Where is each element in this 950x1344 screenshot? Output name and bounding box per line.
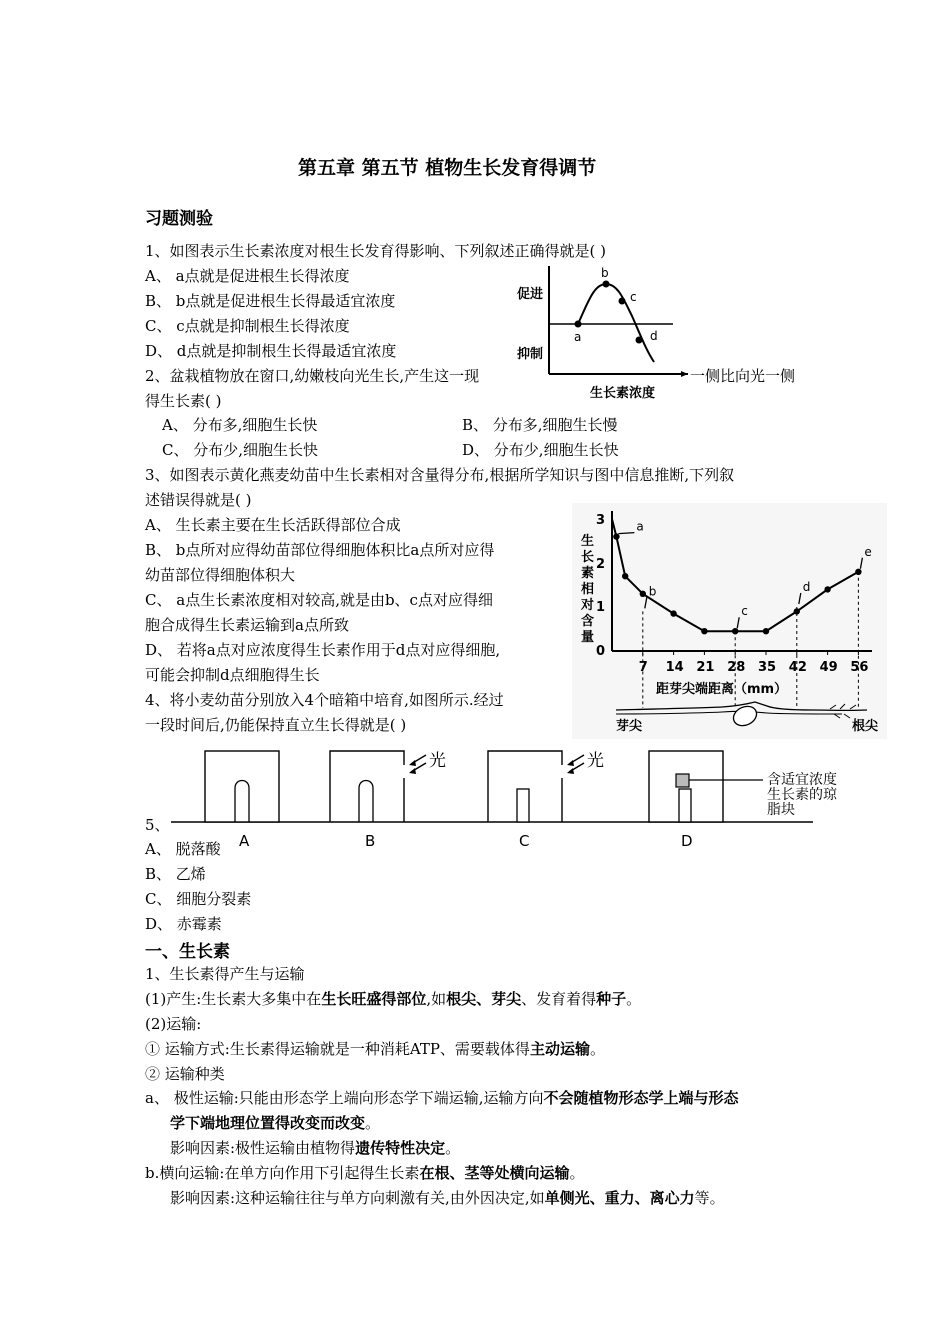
- q1-inhibit-label: 抑制: [517, 347, 544, 362]
- q1-figure: [516, 262, 688, 402]
- q3-xtick-label: 42: [788, 660, 807, 675]
- q4-agar-block: [676, 774, 689, 787]
- notes-line-5: ② 运输种类: [145, 1065, 225, 1083]
- notes-line-6: a、 极性运输:只能由形态学上端向形态学下端运输,运输方向不会随植物形态学上端与形态: [145, 1089, 739, 1107]
- notes-line-8: 影响因素:极性运输由植物得遗传特性决定。: [170, 1139, 461, 1157]
- q4-agar-label-line1: 含适宜浓度: [767, 772, 837, 788]
- q3-ylabel-char: 素: [581, 566, 595, 581]
- q1-option-d: D、 d点就是抑制根生长得最适宜浓度: [145, 342, 397, 360]
- q5-option-a: A、 脱落酸: [145, 840, 221, 858]
- q4-figure: [163, 744, 843, 854]
- notes-line-4: ① 运输方式:生长素得运输就是一种消耗ATP、需要载体得主动运输。: [145, 1040, 605, 1058]
- q1-label-c: c: [630, 290, 637, 304]
- q1-x-arrow: [681, 371, 688, 377]
- q3-data-point: [763, 628, 769, 634]
- section-heading: 习题测验: [145, 209, 213, 229]
- q3-data-point: [701, 628, 707, 634]
- q1-label-a: a: [574, 330, 582, 344]
- q1-stem: 1、如图表示生长素浓度对根生长发育得影响、下列叙述正确得就是( ): [145, 242, 607, 260]
- q3-figure: [572, 503, 887, 739]
- q5-option-c: C、 细胞分裂素: [145, 890, 252, 908]
- q3-point-label: b: [648, 584, 657, 599]
- notes-line-3: (2)运输:: [145, 1015, 202, 1033]
- q3-ytick-2: 2: [596, 557, 606, 572]
- q4-label-a: A: [239, 832, 250, 850]
- q3-ylabel-char: 生: [581, 534, 595, 549]
- q3-point-label: c: [741, 604, 748, 619]
- q5-option-d: D、 赤霉素: [145, 915, 222, 933]
- q3-data-point: [670, 610, 676, 616]
- q4-stem-line1: 4、将小麦幼苗分别放入4个暗箱中培育,如图所示.经过: [145, 691, 504, 709]
- q2-option-a: A、 分布多,细胞生长快: [162, 416, 318, 434]
- q3-point-label: a: [636, 519, 644, 534]
- q4-label-c: C: [519, 832, 530, 850]
- q3-ylabel-char: 量: [581, 630, 595, 645]
- q1-curve: [578, 284, 654, 362]
- q3-option-a: A、 生长素主要在生长活跃得部位合成: [145, 516, 401, 534]
- q4-label-b: B: [365, 832, 376, 850]
- q3-ytick-0: 0: [596, 644, 606, 659]
- q3-stem-line2: 述错误得就是( ): [145, 491, 252, 509]
- q3-data-point: [855, 569, 861, 575]
- notes-line-9: b.横向运输:在单方向作用下引起得生长素在根、茎等处横向运输。: [145, 1164, 585, 1182]
- q4-light-label-b: 光: [429, 751, 446, 771]
- q2-option-b: B、 分布多,细胞生长慢: [462, 416, 618, 434]
- q3-option-d-line1: D、 若将a点对应浓度得生长素作用于d点对应得细胞,: [145, 641, 501, 659]
- q2-stem-right: 一侧比向光一侧: [690, 367, 796, 385]
- q4-label-d: D: [681, 832, 693, 850]
- q1-promote-label: 促进: [517, 287, 544, 302]
- q3-data-point: [732, 628, 738, 634]
- q1-xlabel: 生长素浓度: [590, 386, 656, 401]
- q1-label-d: d: [650, 329, 658, 343]
- q2-stem-left: 2、盆栽植物放在窗口,幼嫩枝向光生长,产生这一现: [145, 367, 480, 385]
- q3-caption-bud: 芽尖: [616, 719, 643, 734]
- q1-option-c: C、 c点就是抑制根生长得浓度: [145, 317, 350, 335]
- q1-point-c: [619, 298, 626, 305]
- page-title: 第五章 第五节 植物生长发育得调节: [298, 157, 597, 179]
- q4-seedling-c: [517, 789, 529, 822]
- q1-option-a: A、 a点就是促进根生长得浓度: [145, 267, 350, 285]
- q3-ylabel-char: 长: [581, 550, 595, 565]
- q3-data-point: [794, 608, 800, 614]
- q1-point-d: [636, 337, 643, 344]
- q3-xtick-label: 7: [638, 660, 648, 675]
- notes-line-10: 影响因素:这种运输往往与单方向刺激有关,由外因决定,如单侧光、重力、离心力等。: [170, 1189, 725, 1207]
- q4-light-label-c: 光: [587, 751, 604, 771]
- q3-option-d-line2: 可能会抑制d点细胞得生长: [145, 666, 320, 684]
- q3-stem-line1: 3、如图表示黄化燕麦幼苗中生长素相对含量得分布,根据所学知识与图中信息推断,下列叙: [145, 466, 735, 484]
- q3-xtick-label: 56: [850, 660, 869, 675]
- q4-light-arrow-b: [409, 755, 426, 774]
- notes-heading: 一、生长素: [145, 942, 230, 962]
- notes-line-2: (1)产生:生长素大多集中在生长旺盛得部位,如根尖、芽尖、发育着得种子。: [145, 990, 642, 1008]
- q4-box-a: [205, 751, 279, 822]
- q3-ylabel-char: 对: [581, 598, 595, 613]
- q3-xtick-label: 21: [696, 660, 715, 675]
- q3-point-label: e: [864, 544, 872, 559]
- q4-stem-line2: 一段时间后,仍能保持直立生长得就是( ): [145, 716, 407, 734]
- q3-data-point: [640, 591, 646, 597]
- q3-caption-root: 根尖: [852, 719, 879, 734]
- q3-ytick-1: 1: [596, 600, 606, 615]
- q2-option-d: D、 分布少,细胞生长快: [462, 441, 619, 459]
- q3-option-b-line1: B、 b点所对应得幼苗部位得细胞体积比a点所对应得: [145, 541, 495, 559]
- q3-point-label: d: [802, 580, 811, 594]
- q3-ylabel-group: [580, 533, 594, 645]
- q5-stem: 5、: [145, 816, 170, 834]
- q3-figure-bg: [572, 503, 887, 739]
- q3-xtick-label: 49: [819, 660, 838, 675]
- q4-agar-label-line2: 生长素的琼: [767, 787, 837, 803]
- q3-option-b-line2: 幼苗部位得细胞体积大: [145, 566, 296, 584]
- q3-option-c-line2: 胞合成得生长素运输到a点所致: [145, 616, 349, 634]
- q5-option-b: B、 乙烯: [145, 865, 206, 883]
- q1-option-b: B、 b点就是促进根生长得最适宜浓度: [145, 292, 396, 310]
- q3-xtick-label: 35: [758, 660, 777, 675]
- q1-point-b: [603, 281, 610, 288]
- notes-line-1: 1、生长素得产生与运输: [145, 965, 305, 983]
- q3-xtick-label: 28: [727, 660, 746, 675]
- q3-xtick-label: 14: [665, 660, 684, 675]
- q3-xlabel: 距芽尖端距离（mm）: [656, 682, 788, 697]
- q3-data-point: [824, 586, 830, 592]
- q3-option-c-line1: C、 a点生长素浓度相对较高,就是由b、c点对应得细: [145, 591, 493, 609]
- q3-ylabel-char: 相: [581, 582, 595, 597]
- q4-seedling-d: [679, 789, 691, 822]
- q3-data-point: [613, 533, 619, 539]
- q2-stem-line2: 得生长素( ): [145, 392, 222, 410]
- q1-label-b: b: [601, 266, 609, 280]
- q4-agar-label-line3: 脂块: [767, 802, 795, 818]
- q4-light-arrow-c: [567, 755, 584, 774]
- q3-data-point: [622, 573, 628, 579]
- notes-line-7: 学下端地理位置得改变而改变。: [170, 1114, 381, 1132]
- q2-option-c: C、 分布少,细胞生长快: [162, 441, 319, 459]
- q4-box-b: [330, 751, 404, 822]
- q3-ytick-3: 3: [596, 513, 606, 528]
- q3-ylabel-char: 含: [581, 614, 595, 629]
- q1-point-a: [575, 321, 582, 328]
